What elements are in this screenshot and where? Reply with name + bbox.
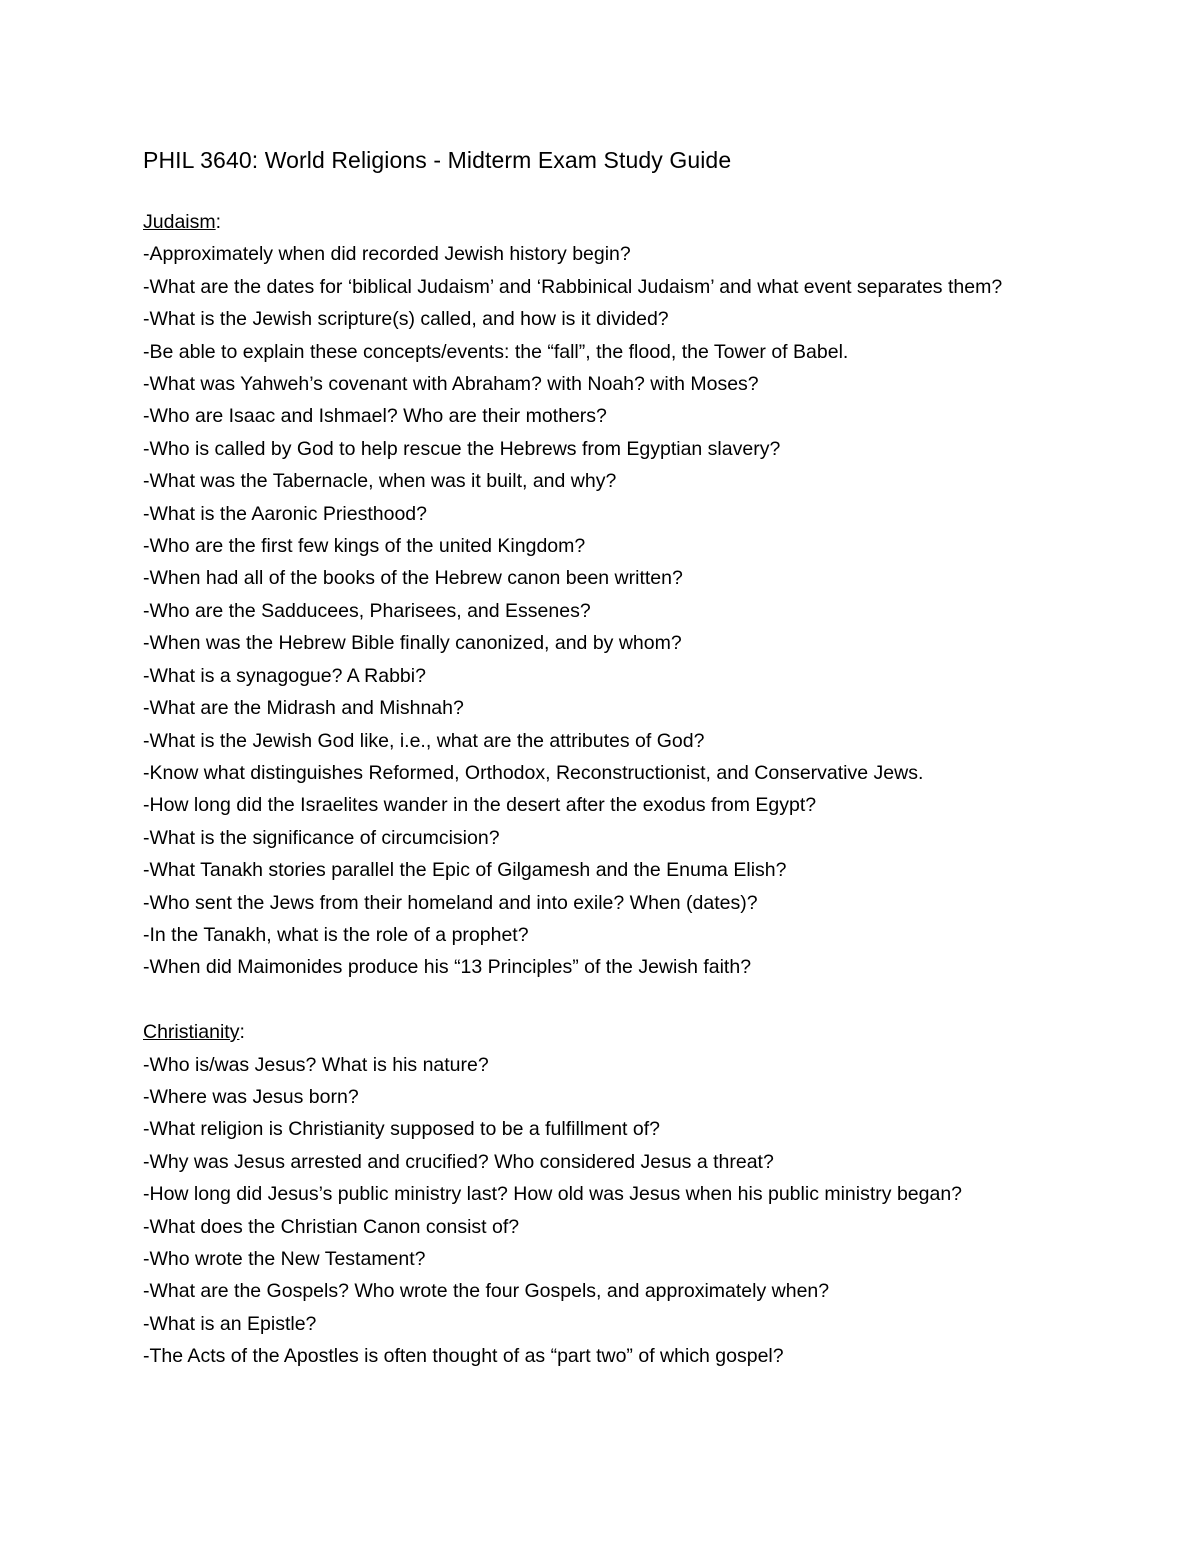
question-item: -What is a synagogue? A Rabbi?: [143, 664, 426, 687]
question-item: -What religion is Christianity supposed to be a fulfillment of?: [143, 1118, 660, 1141]
question-item: -Who sent the Jews from their homeland and into exile? When (dates)?: [143, 891, 758, 914]
question-item: -How long did Jesus’s public ministry last? How old was Jesus when his public ministry began?: [143, 1183, 963, 1206]
section-heading-christianity: [143, 1016, 1083, 1048]
question-item: -What is the Jewish God like, i.e., what are the attributes of God?: [143, 729, 705, 752]
question-item: -What is the significance of circumcision?: [143, 826, 500, 849]
section-christianity: [143, 1016, 1083, 1372]
question-item: -Who is called by God to help rescue the Hebrews from Egyptian slavery?: [143, 437, 781, 460]
section-spacer: [143, 984, 1083, 1016]
question-item: -How long did the Israelites wander in the desert after the exodus from Egypt?: [143, 794, 817, 817]
question-item: -Who are the Sadducees, Pharisees, and Essenes?: [143, 599, 591, 622]
section-heading-text: Christianity: [143, 1021, 240, 1044]
question-item: -What are the dates for ‘biblical Judaism’ and ‘Rabbinical Judaism’ and what event separates them?: [143, 275, 1003, 298]
question-item: -Who are Isaac and Ishmael? Who are their mothers?: [143, 405, 607, 428]
question-item: -What is the Aaronic Priesthood?: [143, 502, 427, 525]
section-heading-colon: :: [239, 1021, 245, 1044]
question-item: -Who is/was Jesus? What is his nature?: [143, 1053, 489, 1076]
question-item: -What are the Gospels? Who wrote the four Gospels, and approximately when?: [143, 1280, 830, 1303]
question-item: -What was Yahweh’s covenant with Abraham? with Noah? with Moses?: [143, 373, 759, 396]
question-item: -What are the Midrash and Mishnah?: [143, 697, 464, 720]
question-item: -What is the Jewish scripture(s) called, and how is it divided?: [143, 308, 669, 331]
question-item: -Where was Jesus born?: [143, 1085, 359, 1108]
document-title: PHIL 3640: World Religions - Midterm Exam Study Guide: [143, 147, 732, 173]
question-item: -When had all of the books of the Hebrew canon been written?: [143, 567, 683, 590]
question-item: -Why was Jesus arrested and crucified? Who considered Jesus a threat?: [143, 1150, 774, 1173]
question-item: -What is an Epistle?: [143, 1312, 317, 1335]
section-heading-judaism: [143, 206, 1083, 238]
question-item: -What Tanakh stories parallel the Epic of Gilgamesh and the Enuma Elish?: [143, 859, 787, 882]
question-list-christianity: [143, 1049, 1083, 1373]
question-list-judaism: [143, 238, 1083, 983]
section-judaism: [143, 206, 1083, 984]
question-item: -When did Maimonides produce his “13 Principles” of the Jewish faith?: [143, 956, 752, 979]
question-item: -Who are the first few kings of the united Kingdom?: [143, 535, 586, 558]
section-heading-text: Judaism: [143, 211, 216, 233]
study-guide: [143, 144, 1083, 1373]
question-item: -Know what distinguishes Reformed, Orthodox, Reconstructionist, and Conservative Jews.: [143, 761, 924, 784]
question-item: -What does the Christian Canon consist of?: [143, 1215, 520, 1238]
question-item: -When was the Hebrew Bible finally canonized, and by whom?: [143, 632, 682, 655]
question-item: -In the Tanakh, what is the role of a prophet?: [143, 923, 529, 946]
question-item: -Be able to explain these concepts/events: the “fall”, the flood, the Tower of Babel.: [143, 340, 849, 363]
question-item: -The Acts of the Apostles is often thought of as “part two” of which gospel?: [143, 1345, 784, 1368]
question-item: -What was the Tabernacle, when was it built, and why?: [143, 470, 617, 493]
section-heading-colon: :: [215, 211, 222, 233]
question-item: -Who wrote the New Testament?: [143, 1247, 426, 1270]
question-item: -Approximately when did recorded Jewish history begin?: [143, 243, 631, 266]
